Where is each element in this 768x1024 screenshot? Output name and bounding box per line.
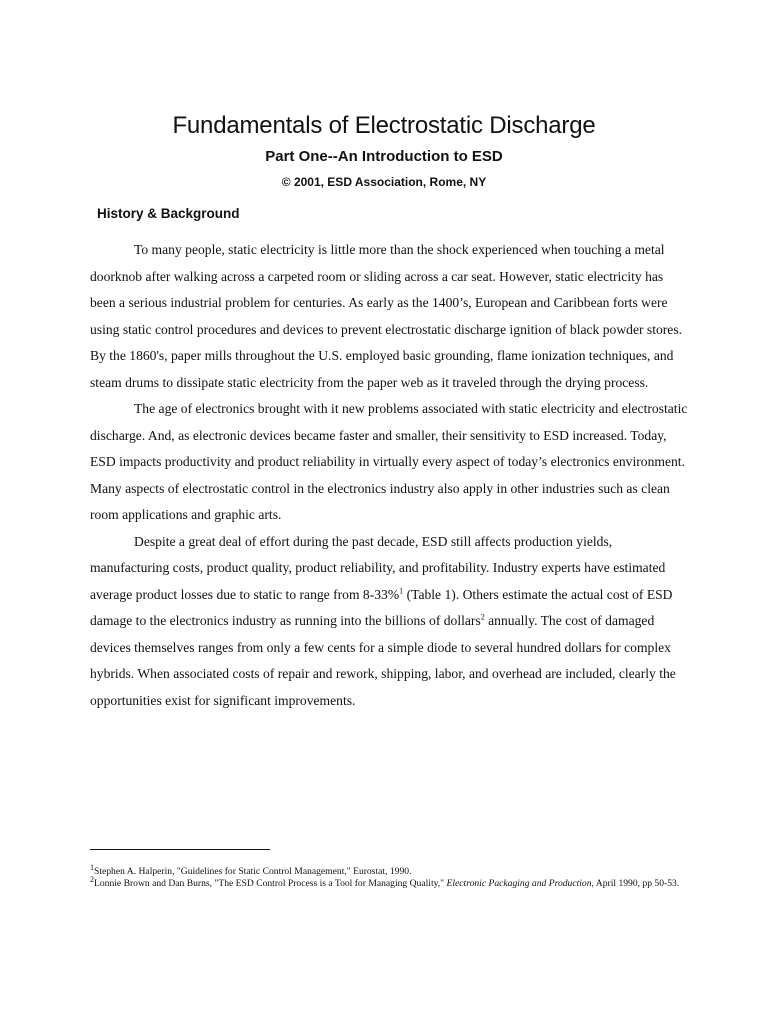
section-heading: History & Background	[97, 206, 240, 221]
footnote-2-text-end: April 1990, pp 50-53.	[593, 878, 680, 889]
copyright-line: © 2001, ESD Association, Rome, NY	[281, 175, 487, 189]
paragraph-3-part-1: Despite a great deal of effort during the past decade, ESD still affects production yields, manufacturing costs, product quality, product reliability, and profitability. Industry experts have estimated average product losses due to static to range from 8-33%	[90, 533, 666, 602]
footnote-divider	[90, 849, 270, 850]
footnote-2	[90, 874, 690, 890]
paragraph-3-part-3: annually. The cost of damaged devices themselves ranges from only a few cents for a simple diode to several hundred dollars for complex hybrids. When associated costs of repair and rework, shipping, labor, and overhead are included, clearly the opportunities exist for significant improvements.	[90, 613, 676, 708]
footnotes	[90, 862, 690, 890]
body-text	[90, 237, 690, 714]
footnote-2-text: Lonnie Brown and Dan Burns, "The ESD Control Process is a Tool for Managing Quality,"	[94, 878, 447, 889]
paragraph-2: The age of electronics brought with it new problems associated with static electricity and electrostatic discharge. And, as electronic devices became faster and smaller, their sensitivity to ESD increased. Today, ESD impacts productivity and product reliability in virtually every aspect of today’s electronics environment. Many aspects of electrostatic control in the electronics industry also apply in other industries such as clean room applications and graphic arts.	[90, 401, 688, 522]
document-title: Fundamentals of Electrostatic Discharge	[172, 112, 596, 139]
footnote-ref-2[interactable]: 2	[480, 612, 485, 622]
document-subtitle: Part One--An Introduction to ESD	[265, 148, 503, 165]
footnote-1-marker: 1	[90, 862, 94, 872]
paragraph-3	[90, 529, 690, 715]
footnote-2-publication: Electronic Packaging and Production,	[446, 878, 594, 889]
footnote-1-text: Stephen A. Halperin, "Guidelines for Static Control Management," Eurostat, 1990.	[94, 866, 412, 877]
footnote-1	[90, 862, 690, 878]
paragraph-3-part-2: (Table 1). Others estimate the actual cost of ESD damage to the electronics industry as running into the billions of dollars	[90, 586, 673, 628]
footnote-2-marker: 2	[90, 874, 94, 884]
footnote-ref-1[interactable]: 1	[399, 585, 404, 595]
paragraph-1: To many people, static electricity is little more than the shock experienced when touching a metal doorknob after walking across a carpeted room or sliding across a car seat. However, static electricity has been a serious industrial problem for centuries. As early as the 1400’s, European and Caribbean forts were using static control procedures and devices to prevent electrostatic discharge ignition of black powder stores. By the 1860's, paper mills throughout the U.S. employed basic grounding, flame ionization techniques, and steam drums to dissipate static electricity from the paper web as it traveled through the drying process.	[90, 242, 683, 390]
